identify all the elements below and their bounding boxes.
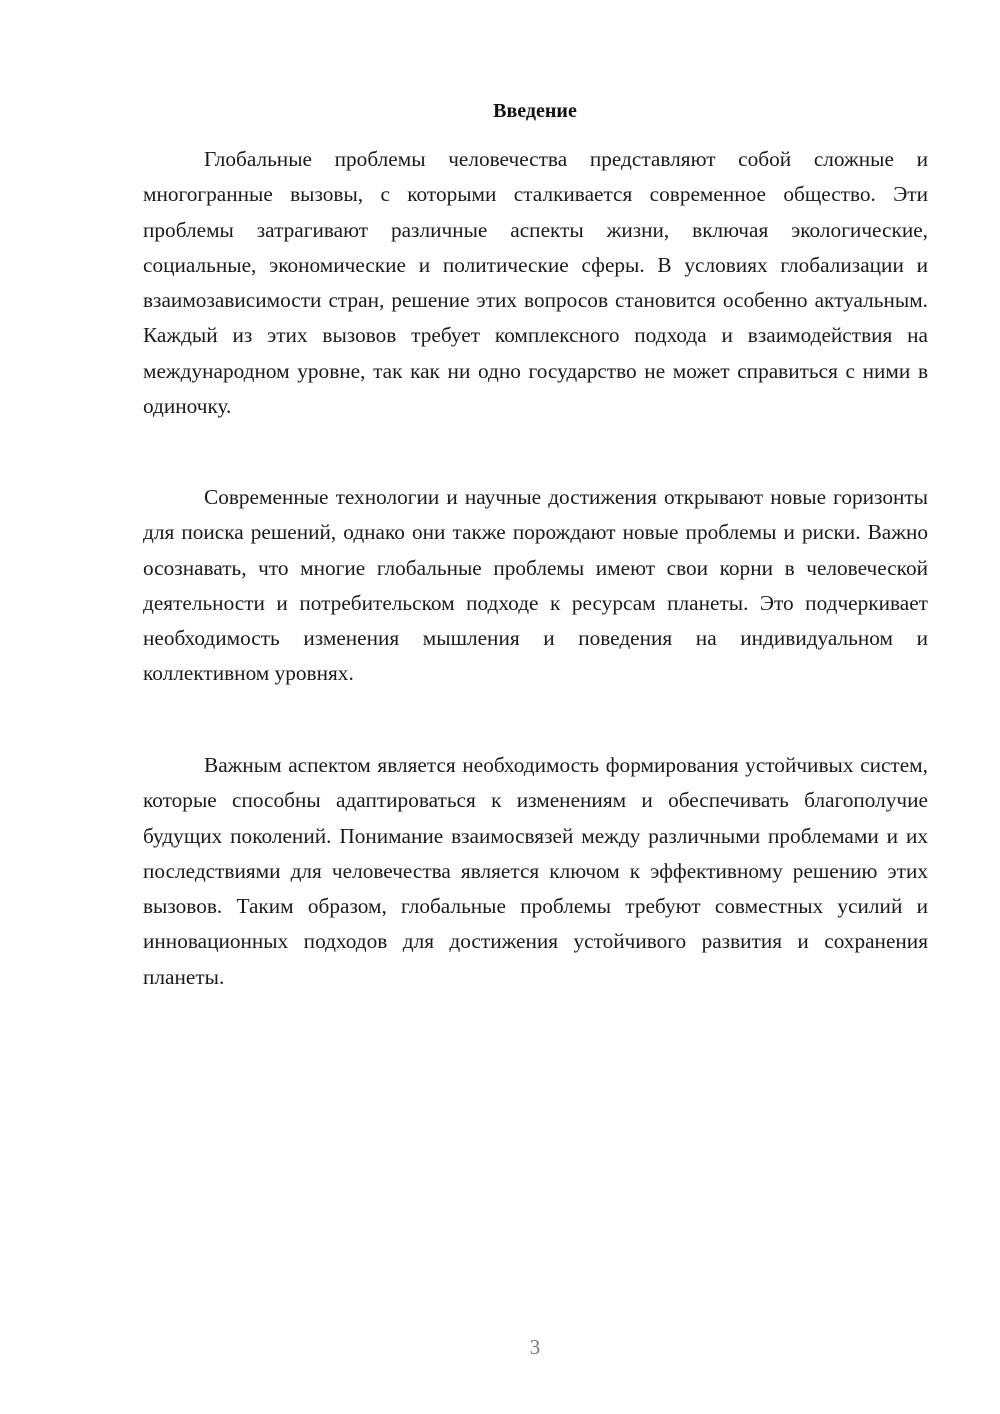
paragraph-3: Важным аспектом является необходимость формирования устойчивых систем, которые способны адаптироваться к изменениям и обеспечивать благополучие будущих поколений. Понимание взаимосвязей между различными проблемами и их последствиями для человечества является ключом к эффективному решению этих вызовов. Таким образом, глобальные проблемы требуют совместных усилий и инновационных подходов для достижения устойчивого развития и сохранения планеты. <box>143 753 928 989</box>
paragraph-1: Глобальные проблемы человечества представляют собой сложные и многогранные вызовы, с которыми сталкивается современное общество. Эти проблемы затрагивают различные аспекты жизни, включая экологические, социальные, экономические и политические сферы. В условиях глобализации и взаимозависимости стран, решение этих вопросов становится особенно актуальным. Каждый из этих вызовов требует комплексного подхода и взаимодействия на международном уровне, так как ни одно государство не может справиться с ними в одиночку. <box>143 147 928 419</box>
page-number: 3 <box>529 1335 541 1359</box>
section-heading: Введение <box>493 100 577 122</box>
paragraph-2: Современные технологии и научные достижения открывают новые горизонты для поиска решений, однако они также порождают новые проблемы и риски. Важно осознавать, что многие глобальные проблемы имеют свои корни в человеческой деятельности и потребительском подходе к ресурсам планеты. Это подчеркивает необходимость изменения мышления и поведения на индивидуальном и коллективном уровнях. <box>143 485 928 686</box>
